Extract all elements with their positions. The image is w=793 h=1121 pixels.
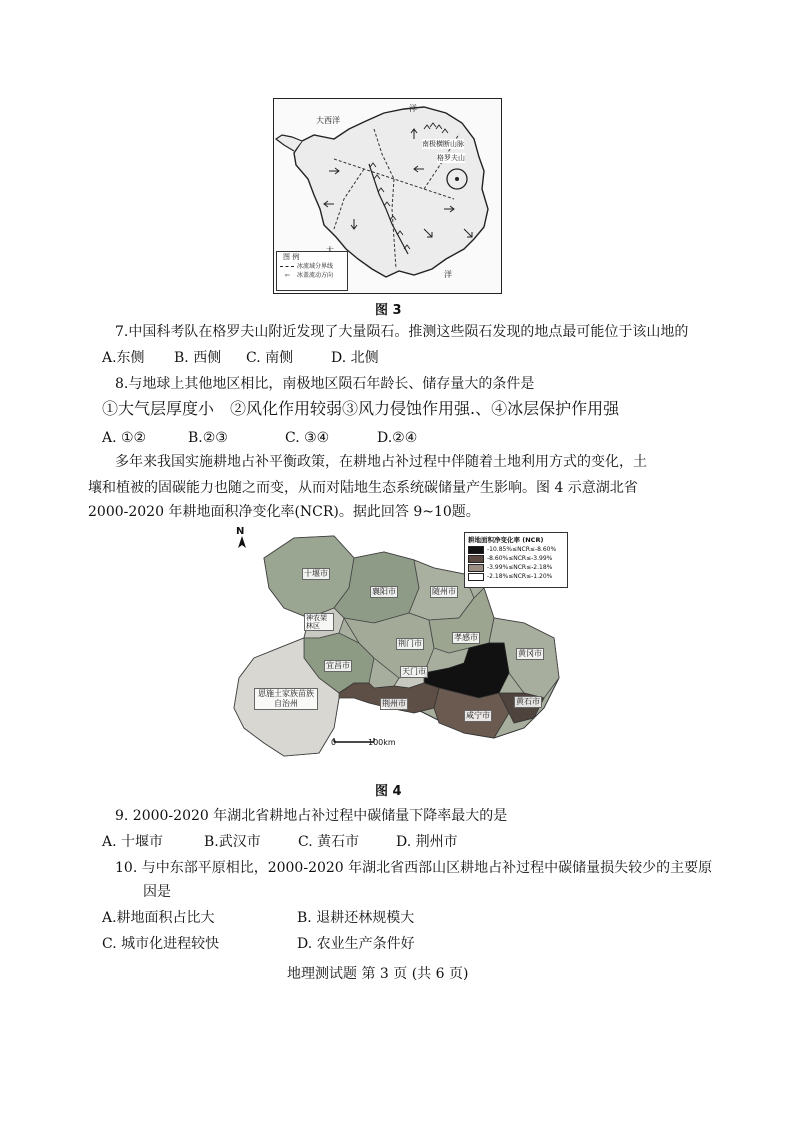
- city-shiyan: 十堰市: [304, 569, 328, 578]
- city-jingzhou: 荆州市: [382, 699, 406, 708]
- figure4-legend: [464, 532, 568, 588]
- figure4-caption: 图 4: [375, 784, 402, 799]
- scale-label: 100km: [368, 738, 396, 747]
- legend-item-1: -10.85%≤NCR≤-8.60%: [487, 546, 557, 553]
- ocean-label-4: 洋: [444, 270, 452, 279]
- figure3-map: [273, 98, 502, 294]
- city-xiangyang: 襄阳市: [372, 587, 396, 596]
- legend-ice-flow: 冰盖流动方向: [297, 272, 334, 279]
- q7-option-d: D. 北侧: [331, 350, 379, 366]
- city-huangshi: 黄石市: [516, 697, 540, 706]
- passage-line-1: 多年来我国实施耕地占补平衡政策，在耕地占补过程中伴随着土地利用方式的变化，土: [115, 454, 647, 470]
- figure3-legend-title: 图 例: [283, 253, 300, 261]
- q8-option-b: B.②③: [188, 430, 228, 446]
- city-tianmen: 天门市: [402, 667, 426, 676]
- q8-option-c: C. ③④: [285, 430, 330, 446]
- city-suizhou: 随州市: [432, 587, 456, 596]
- city-yichang: 宜昌市: [326, 661, 350, 670]
- q9-option-b: B.武汉市: [204, 834, 261, 850]
- legend-item-4: -2.18%≤NCR≤-1.20%: [487, 573, 553, 580]
- north-arrow-icon: [238, 536, 246, 548]
- transantarctic-label: 南极横断山脉: [422, 140, 464, 148]
- city-xiaogan: 孝感市: [454, 633, 478, 642]
- q8-option-d: D.②④: [377, 430, 418, 446]
- scale-zero: 0: [331, 738, 337, 747]
- q10-option-d: D. 农业生产条件好: [297, 936, 415, 952]
- figure4-legend-title: 耕地面积净变化率 (NCR): [468, 536, 544, 544]
- city-xianning: 咸宁市: [466, 711, 490, 720]
- q10-stem-line-2: 因是: [143, 884, 171, 900]
- ocean-label-2: 洋: [409, 104, 417, 113]
- q10-option-a: A.耕地面积占比大: [102, 910, 215, 926]
- q8-option-a: A. ①②: [102, 430, 147, 446]
- passage-line-2: 壤和植被的固碳能力也随之而变，从而对陆地生态系统碳储量产生影响。图 4 示意湖北省: [88, 480, 638, 496]
- legend-item-2: -8.60%≤NCR≤-3.99%: [487, 555, 553, 562]
- city-shennongjia: 神农架林区: [304, 613, 334, 631]
- city-jingmen: 荆门市: [398, 639, 422, 648]
- legend-swatch-1: [468, 546, 484, 554]
- q7-stem: 7.中国科考队在格罗夫山附近发现了大量陨石。推测这些陨石发现的地点最可能位于该山地的: [115, 324, 689, 340]
- legend-swatch-3: [468, 564, 484, 572]
- q10-option-c: C. 城市化进程较快: [102, 936, 220, 952]
- passage-line-3: 2000-2020 年耕地面积净变化率(NCR)。据此回答 9~10题。: [88, 504, 480, 520]
- ocean-label-atlantic: 大西洋: [316, 116, 340, 125]
- q8-stem: 8.与地球上其他地区相比，南极地区陨石年龄长、储存量大的条件是: [115, 376, 535, 392]
- figure3-legend: [276, 251, 348, 291]
- legend-swatch-4: [468, 573, 484, 581]
- q9-stem: 9. 2000-2020 年湖北省耕地占补过程中碳储量下降率最大的是: [115, 808, 508, 824]
- legend-swatch-2: [468, 555, 484, 563]
- q7-options: [102, 348, 379, 368]
- city-huanggang: 黄冈市: [518, 649, 542, 658]
- figure3-caption: 图 3: [375, 303, 402, 318]
- q9-option-d: D. 荆州市: [396, 834, 458, 850]
- legend-item-3: -3.99%≤NCR≤-2.18%: [487, 564, 553, 571]
- legend-ice-divide: 冰流域分界线: [297, 263, 334, 270]
- q10-stem-line-1: 10. 与中东部平原相比，2000-2020 年湖北省西部山区耕地占补过程中碳储量损失较少的主要原: [115, 860, 713, 876]
- q9-option-c: C. 黄石市: [298, 834, 360, 850]
- figure4-map: [224, 528, 579, 768]
- q7-option-a: A.东侧: [102, 350, 145, 366]
- q8-statements: ①大气层厚度小 ②风化作用较弱③风力侵蚀作用强.、④冰层保护作用强: [102, 399, 620, 418]
- city-enshi: 恩施土家族苗族自治州: [254, 688, 318, 710]
- page-footer: 地理测试题 第 3 页 (共 6 页): [287, 966, 469, 982]
- grove-mountains-label: 格罗夫山: [437, 154, 465, 162]
- north-label: N: [236, 526, 245, 537]
- q9-option-a: A. 十堰市: [102, 834, 164, 850]
- q8-options: [102, 428, 417, 448]
- q9-options: [102, 832, 458, 852]
- q10-option-b: B. 退耕还林规模大: [297, 910, 415, 926]
- q7-option-c: C. 南侧: [246, 350, 294, 366]
- arrow-icon: ⇦: [284, 272, 290, 279]
- q7-option-b: B. 西侧: [174, 350, 222, 366]
